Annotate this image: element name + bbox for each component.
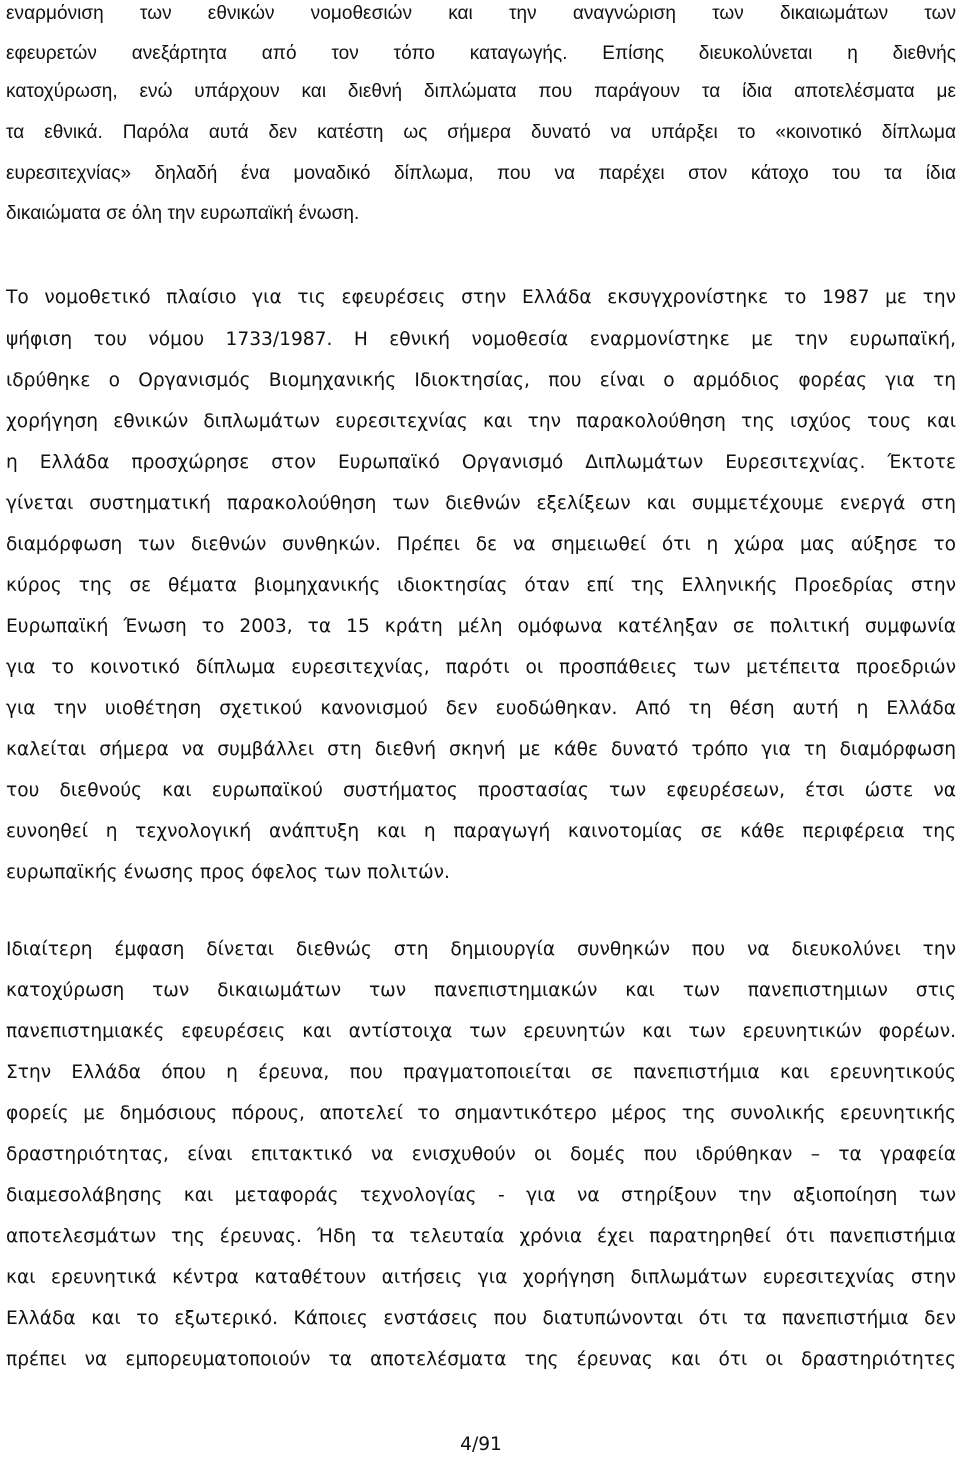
text-line: δικαιώματα σε όλη την ευρωπαϊκή ένωση. [6, 203, 360, 224]
text-line: Ιδιαίτερη έμφαση δίνεται διεθνώς στη δημιουργία συνθηκών που να διευκολύνει την [6, 939, 956, 960]
page-number: 4/91 [460, 1434, 502, 1455]
text-line: Το νομοθετικό πλαίσιο για τις εφευρέσεις στην Ελλάδα εκσυγχρονίστηκε το 1987 με την [6, 287, 956, 308]
text-line: Ευρωπαϊκή Ένωση το 2003, τα 15 κράτη μέλη ομόφωνα κατέληξαν σε πολιτική συμφωνία [6, 616, 956, 637]
text-line: κύρος της σε θέματα βιομηχανικής ιδιοκτησίας όταν επί της Ελληνικής Προεδρίας στην [6, 575, 956, 596]
text-line: ψήφιση του νόμου 1733/1987. Η εθνική νομοθεσία εναρμονίστηκε με την ευρωπαϊκή, [6, 329, 956, 350]
document-page [6, 0, 956, 1455]
text-line: διαμόρφωση των διεθνών συνθηκών. Πρέπει δε να σημειωθεί ότι η χώρα μας αύξησε το [6, 534, 956, 555]
text-line: δραστηριότητας, είναι επιτακτικό να ενισχυθούν οι δομές που ιδρύθηκαν – τα γραφεία [6, 1144, 956, 1165]
text-line: για το κοινοτικό δίπλωμα ευρεσιτεχνίας, παρότι οι προσπάθειες των μετέπειτα προεδριών [6, 657, 956, 678]
text-line: η Ελλάδα προσχώρησε στον Ευρωπαϊκό Οργανισμό Διπλωμάτων Ευρεσιτεχνίας. Έκτοτε [6, 452, 956, 473]
text-line: ευνοηθεί η τεχνολογική ανάπτυξη και η παραγωγή καινοτομίας σε κάθε περιφέρεια της [6, 821, 956, 842]
text-line: για την υιοθέτηση σχετικού κανονισμού δεν ευοδώθηκαν. Από τη θέση αυτή η Ελλάδα [6, 698, 956, 719]
text-line: διαμεσολάβησης και μεταφοράς τεχνολογίας - για να στηρίξουν την αξιοποίηση των [6, 1185, 956, 1206]
text-line: καλείται σήμερα να συμβάλλει στη διεθνή σκηνή με κάθε δυνατό τρόπο για τη διαμόρφωση [6, 739, 956, 760]
text-line: εναρμόνιση των εθνικών νομοθεσιών και την αναγνώριση των δικαιωμάτων των [6, 3, 956, 24]
text-line: Ελλάδα και το εξωτερικό. Κάποιες ενστάσεις που διατυπώνονται ότι τα πανεπιστήμια δεν [6, 1308, 956, 1329]
text-line: πρέπει να εμπορευματοποιούν τα αποτελέσματα της έρευνας και ότι οι δραστηριότητες [6, 1349, 956, 1370]
text-line: χορήγηση εθνικών διπλωμάτων ευρεσιτεχνίας και την παρακολούθηση της ισχύος τους και [6, 411, 956, 432]
text-line: Στην Ελλάδα όπου η έρευνα, που πραγματοποιείται σε πανεπιστήμια και ερευνητικούς [6, 1062, 956, 1083]
text-line: κατοχύρωση των δικαιωμάτων των πανεπιστημιακών και των πανεπιστημιων στις [6, 980, 956, 1001]
text-line: και ερευνητικά κέντρα καταθέτουν αιτήσεις για χορήγηση διπλωμάτων ευρεσιτεχνίας στην [6, 1267, 956, 1288]
text-line: κατοχύρωση, ενώ υπάρχουν και διεθνή διπλώματα που παράγουν τα ίδια αποτελέσματα με [6, 81, 956, 102]
text-line: ευρεσιτεχνίας» δηλαδή ένα μοναδικό δίπλωμα, που να παρέχει στον κάτοχο του τα ίδια [6, 163, 956, 184]
text-line: του διεθνούς και ευρωπαϊκού συστήματος προστασίας των εφευρέσεων, έτσι ώστε να [6, 780, 956, 801]
text-line: πανεπιστημιακές εφευρέσεις και αντίστοιχα των ερευνητών και των ερευνητικών φορέων. [6, 1021, 956, 1042]
text-line: φορείς με δημόσιους πόρους, αποτελεί το σημαντικότερο μέρος της συνολικής ερευνητικής [6, 1103, 956, 1124]
text-line: τα εθνικά. Παρόλα αυτά δεν κατέστη ως σήμερα δυνατό να υπάρξει το «κοινοτικό δίπλωμα [6, 122, 956, 143]
text-line: γίνεται συστηματική παρακολούθηση των διεθνών εξελίξεων και συμμετέχουμε ενεργά στη [6, 493, 956, 514]
text-line: ιδρύθηκε ο Οργανισμός Βιομηχανικής Ιδιοκτησίας, που είναι ο αρμόδιος φορέας για τη [6, 370, 956, 391]
text-line: ευρωπαϊκής ένωσης προς όφελος των πολιτών. [6, 862, 450, 883]
text-line: αποτελεσμάτων της έρευνας. Ήδη τα τελευταία χρόνια έχει παρατηρηθεί ότι πανεπιστήμια [6, 1226, 956, 1247]
text-line: εφευρετών ανεξάρτητα από τον τόπο καταγωγής. Επίσης διευκολύνεται η διεθνής [6, 43, 956, 64]
